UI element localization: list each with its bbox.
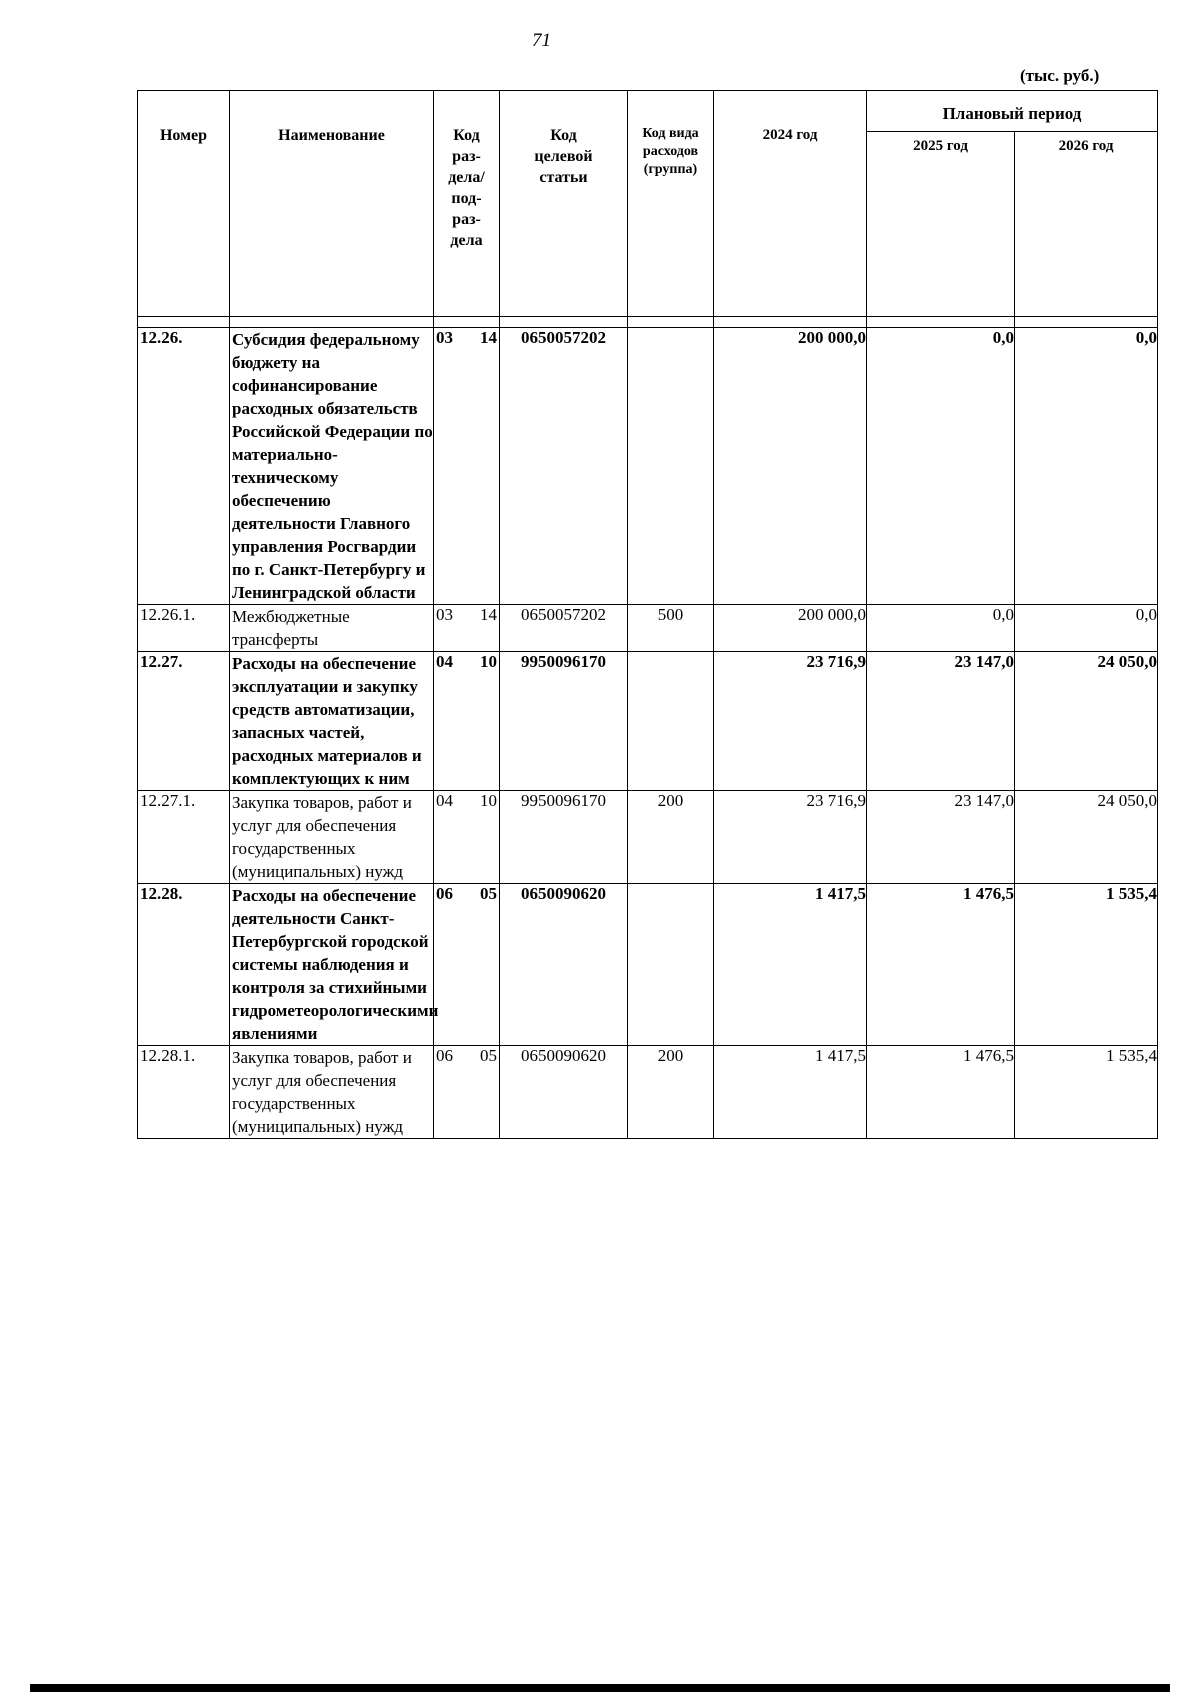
row-target-code: 9950096170 (500, 652, 628, 791)
row-name: Расходы на обеспечение эксплуатации и закупку средств автоматизации, запасных частей, расходных материалов и комплектующих к ним (230, 652, 434, 791)
row-value-2025: 23 147,0 (867, 652, 1015, 791)
budget-table (137, 90, 1158, 1139)
header-name: Наименование (230, 91, 434, 317)
row-razdel: 06 (436, 884, 453, 903)
row-number: 12.27. (138, 652, 230, 791)
row-expense-kind (628, 884, 714, 1046)
row-target-code: 0650057202 (500, 605, 628, 652)
row-podrazdel: 05 (480, 884, 497, 903)
table-row (138, 652, 1158, 791)
row-value-2024: 200 000,0 (714, 605, 867, 652)
row-razdel: 03 (436, 328, 453, 347)
row-value-2025: 0,0 (867, 605, 1015, 652)
header-number: Номер (138, 91, 230, 317)
header-year-2025: 2025 год (867, 132, 1015, 317)
row-name: Межбюджетные трансферты (230, 605, 434, 652)
table-row (138, 1046, 1158, 1139)
row-podrazdel: 10 (480, 791, 497, 810)
row-razdel: 04 (436, 791, 453, 810)
row-podrazdel: 14 (480, 328, 497, 347)
row-value-2026: 1 535,4 (1015, 884, 1158, 1046)
row-razdel: 06 (436, 1046, 453, 1065)
row-number: 12.26. (138, 328, 230, 605)
row-podrazdel: 05 (480, 1046, 497, 1065)
row-value-2026: 24 050,0 (1015, 791, 1158, 884)
header-year-2024: 2024 год (714, 91, 867, 317)
row-section-code (434, 791, 500, 884)
page-number: 71 (532, 30, 551, 51)
row-value-2026: 0,0 (1015, 328, 1158, 605)
row-section-code (434, 1046, 500, 1139)
row-number: 12.27.1. (138, 791, 230, 884)
row-number: 12.26.1. (138, 605, 230, 652)
row-podrazdel: 10 (480, 652, 497, 671)
row-number: 12.28. (138, 884, 230, 1046)
row-razdel: 04 (436, 652, 453, 671)
row-section-code (434, 652, 500, 791)
row-value-2025: 1 476,5 (867, 1046, 1015, 1139)
table-row (138, 884, 1158, 1046)
row-expense-kind (628, 652, 714, 791)
header-planned-period: Плановый период (867, 91, 1158, 132)
row-value-2024: 1 417,5 (714, 884, 867, 1046)
row-name: Субсидия федеральному бюджету на софинансирование расходных обязательств Российской Федерации по материально-техническому обеспечению деятельности Главного управления Росгвардии по г. Санкт-Петербургу и Ленинградской области (230, 328, 434, 605)
row-podrazdel: 14 (480, 605, 497, 624)
row-expense-kind: 500 (628, 605, 714, 652)
row-name: Закупка товаров, работ и услуг для обеспечения государственных (муниципальных) нужд (230, 791, 434, 884)
row-value-2024: 200 000,0 (714, 328, 867, 605)
scan-edge-bar (30, 1684, 1170, 1692)
units-label: (тыс. руб.) (1020, 66, 1100, 85)
header-section-code (434, 91, 500, 317)
header-section-code-label: Код раз-дела/ под-раз-дела (448, 127, 485, 249)
row-value-2024: 1 417,5 (714, 1046, 867, 1139)
row-target-code: 0650090620 (500, 884, 628, 1046)
row-value-2026: 0,0 (1015, 605, 1158, 652)
row-target-code: 9950096170 (500, 791, 628, 884)
row-target-code: 0650090620 (500, 1046, 628, 1139)
row-expense-kind: 200 (628, 1046, 714, 1139)
row-section-code (434, 884, 500, 1046)
header-expense-kind (628, 91, 714, 317)
row-value-2025: 23 147,0 (867, 791, 1015, 884)
row-expense-kind (628, 328, 714, 605)
row-target-code: 0650057202 (500, 328, 628, 605)
table-row (138, 605, 1158, 652)
header-year-2026: 2026 год (1015, 132, 1158, 317)
row-section-code (434, 328, 500, 605)
row-expense-kind: 200 (628, 791, 714, 884)
row-value-2026: 1 535,4 (1015, 1046, 1158, 1139)
row-value-2024: 23 716,9 (714, 791, 867, 884)
row-value-2025: 0,0 (867, 328, 1015, 605)
header-target-code-label: Код целевой статьи (534, 127, 593, 186)
header-target-code (500, 91, 628, 317)
row-razdel: 03 (436, 605, 453, 624)
table-row (138, 328, 1158, 605)
table-row (138, 791, 1158, 884)
row-value-2026: 24 050,0 (1015, 652, 1158, 791)
row-section-code (434, 605, 500, 652)
row-name: Закупка товаров, работ и услуг для обеспечения государственных (муниципальных) нужд (230, 1046, 434, 1139)
table-body (138, 317, 1158, 1139)
row-value-2025: 1 476,5 (867, 884, 1015, 1046)
row-number: 12.28.1. (138, 1046, 230, 1139)
row-value-2024: 23 716,9 (714, 652, 867, 791)
header-expense-kind-label: Код вида расходов (группа) (642, 126, 699, 177)
row-name: Расходы на обеспечение деятельности Санкт-Петербургской городской системы наблюдения и контроля за стихийными гидрометеорологическими явлениями (230, 884, 434, 1046)
